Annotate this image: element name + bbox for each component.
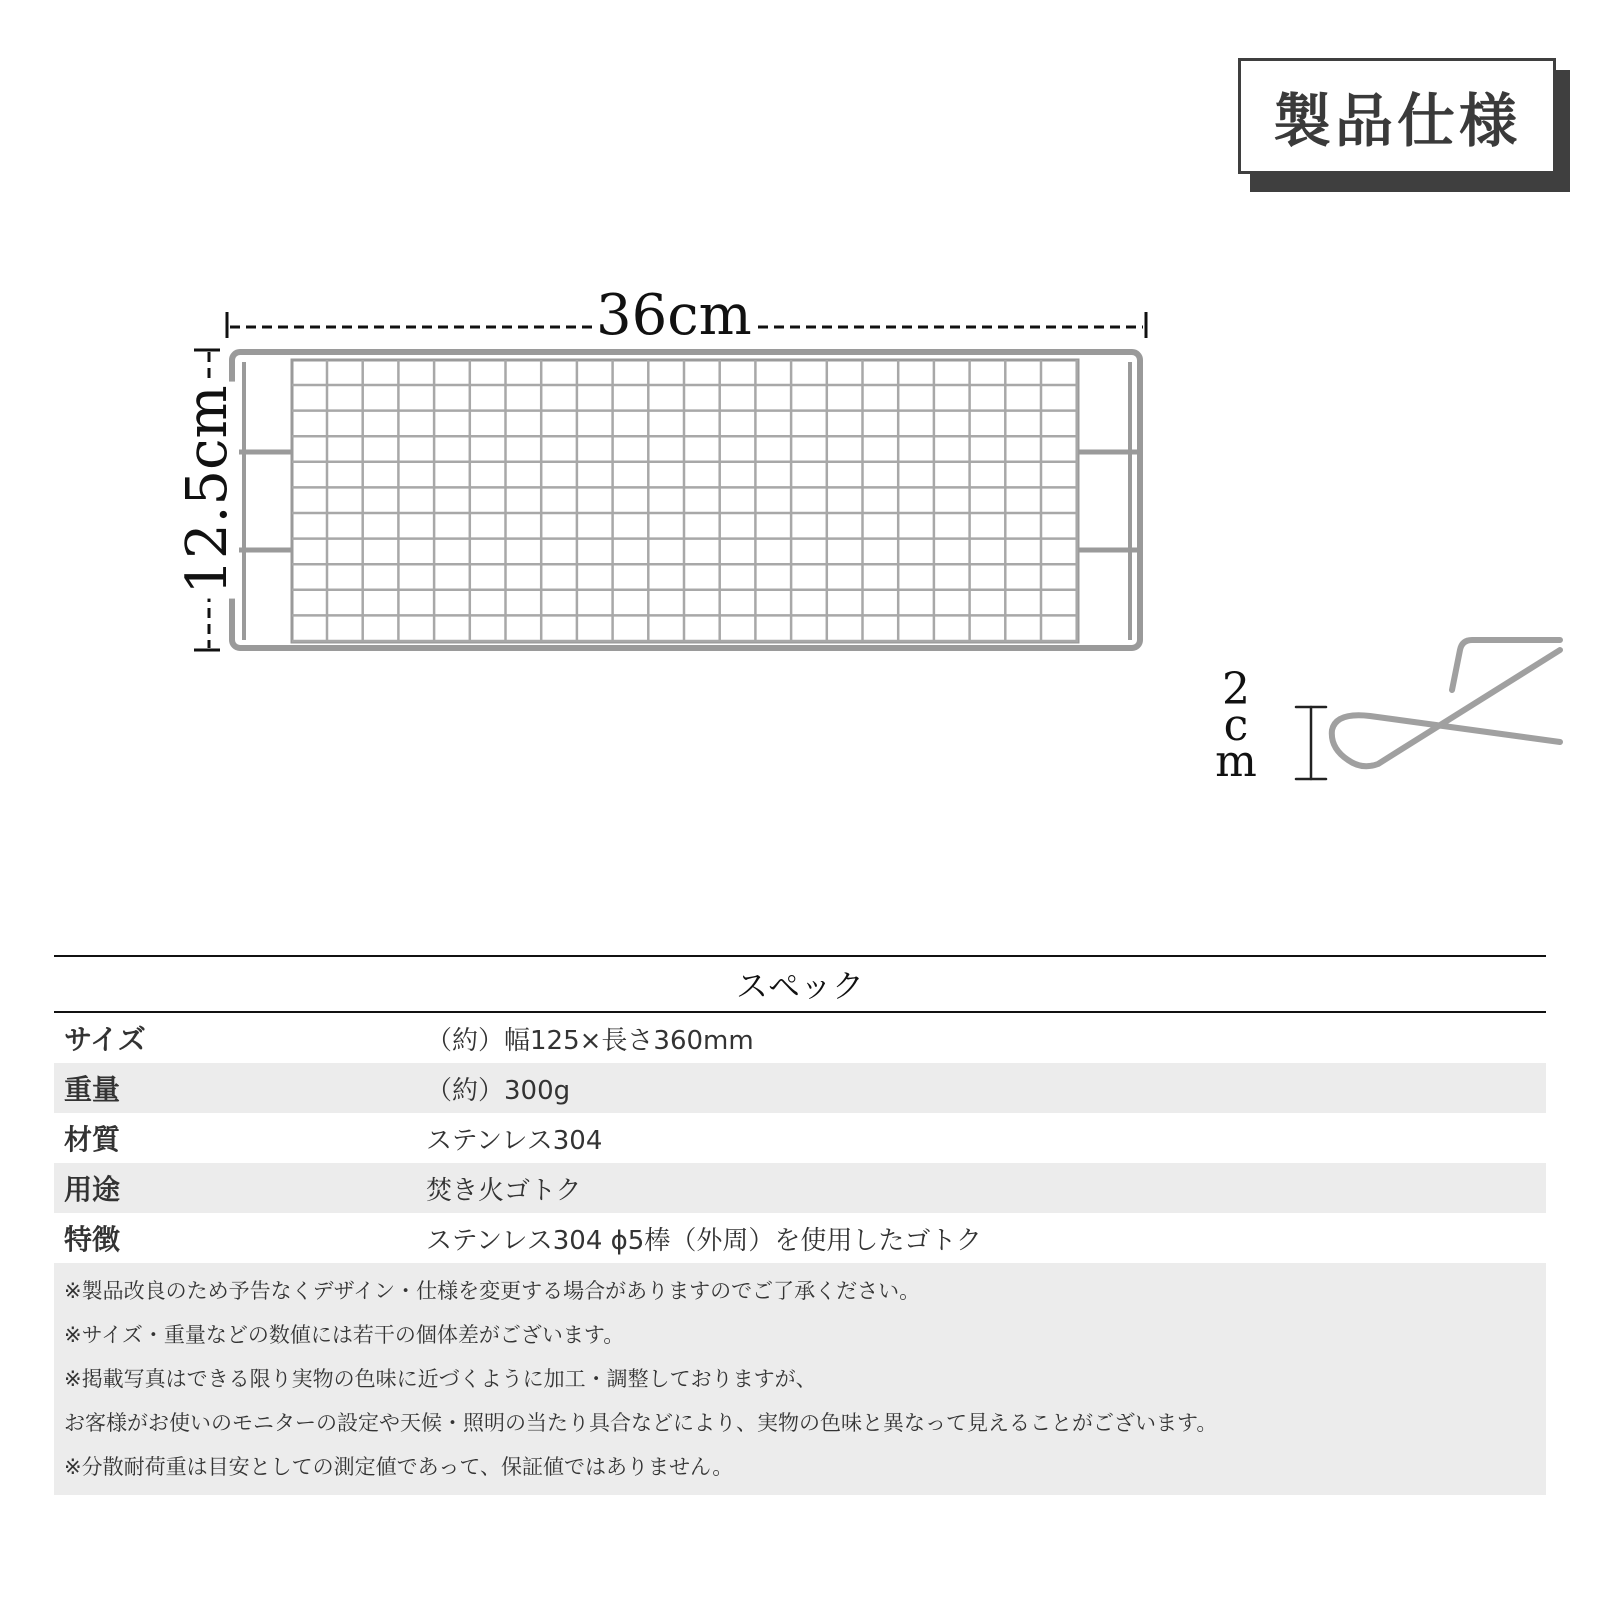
leg-height-unit-c: c — [1223, 700, 1249, 751]
spec-row-features — [54, 1213, 1546, 1263]
grill-mesh — [292, 360, 1078, 642]
spec-row-size — [54, 1013, 1546, 1063]
spec-label: 用途 — [64, 1173, 121, 1206]
note-item: ※製品改良のため予告なくデザイン・仕様を変更する場合がありますのでご了承ください。 — [64, 1279, 921, 1303]
note-item: ※掲載写真はできる限り実物の色味に近づくように加工・調整しておりますが、 — [64, 1367, 817, 1391]
leg-height-label — [1212, 664, 1260, 787]
spec-row-material — [54, 1113, 1546, 1163]
spec-value: ステンレス304 — [426, 1125, 603, 1156]
height-dimension-label: 12.5cm — [177, 381, 239, 598]
spec-label: 特徴 — [64, 1223, 121, 1256]
spec-heading: スペック — [54, 955, 1546, 1013]
spec-value: （約）幅125×長さ360mm — [426, 1025, 754, 1056]
spec-label: サイズ — [64, 1023, 146, 1056]
spec-value: 焚き火ゴトク — [426, 1175, 582, 1206]
note-item: ※分散耐荷重は目安としての測定値であって、保証値ではありません。 — [64, 1455, 734, 1479]
spec-table — [54, 955, 1546, 1495]
width-dimension-label: 36cm — [592, 285, 756, 347]
note-item: ※サイズ・重量などの数値には若干の個体差がございます。 — [64, 1323, 625, 1347]
leg-height-unit-m: m — [1215, 736, 1257, 787]
leg-height-digit: 2 — [1222, 664, 1250, 715]
spec-row-usage — [54, 1163, 1546, 1213]
spec-label: 重量 — [64, 1073, 121, 1106]
note-item: お客様がお使いのモニターの設定や天候・照明の当たり具合などにより、実物の色味と異なって見えることがございます。 — [64, 1411, 1218, 1435]
page-title-badge: 製品仕様 — [1238, 58, 1556, 174]
leg-detail — [1296, 640, 1560, 779]
grill-frame — [232, 352, 1140, 648]
spec-value: ステンレス304 ɸ5棒（外周）を使用したゴトク — [426, 1225, 982, 1256]
spec-row-weight — [54, 1063, 1546, 1113]
spec-notes — [54, 1263, 1546, 1495]
spec-label: 材質 — [64, 1123, 121, 1156]
spec-value: （約）300g — [426, 1075, 571, 1106]
